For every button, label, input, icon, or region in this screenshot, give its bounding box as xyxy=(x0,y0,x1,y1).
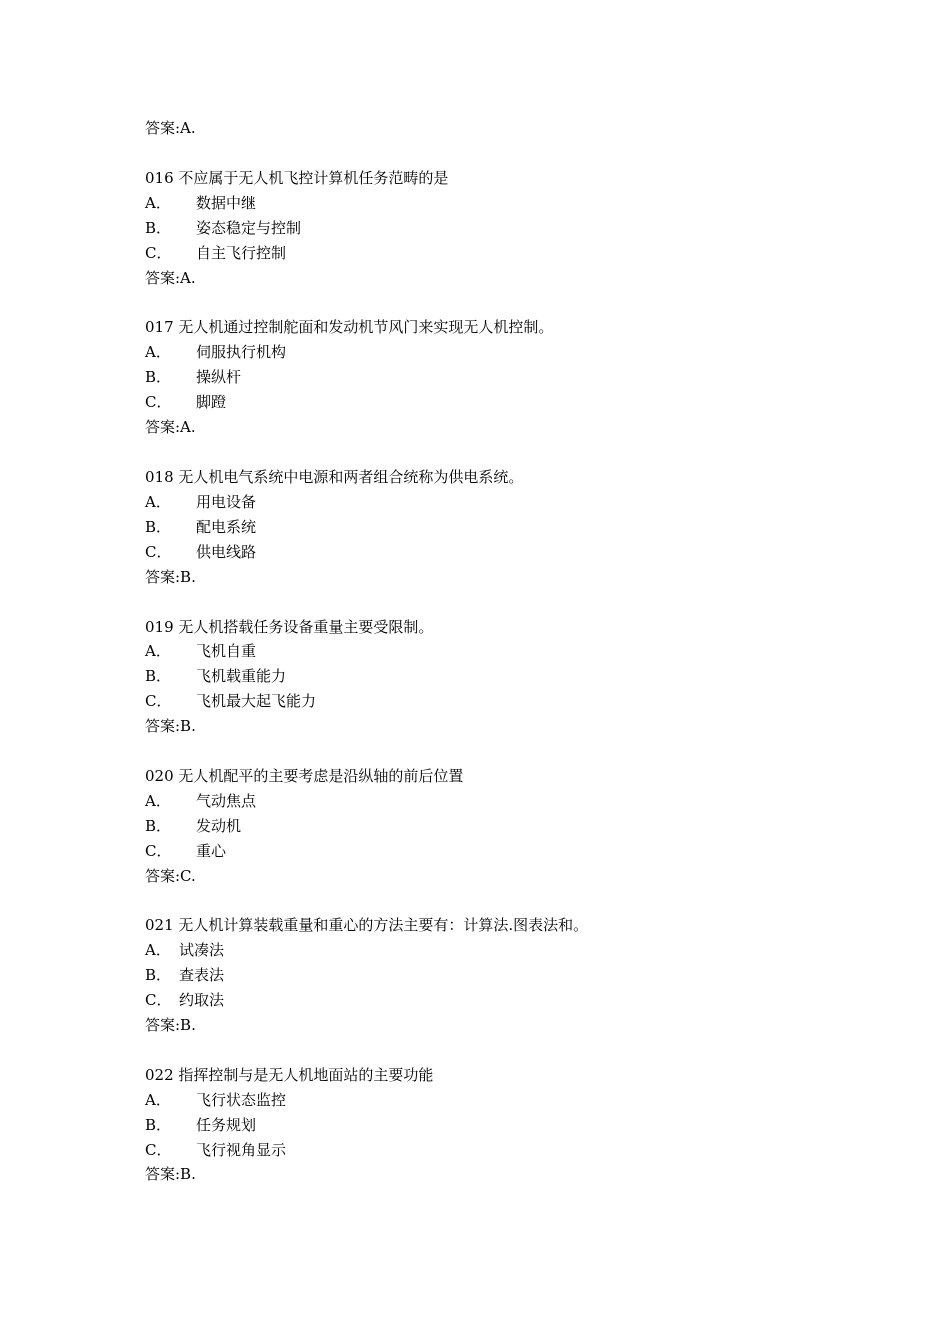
option-line xyxy=(145,641,256,661)
option-text: 飞行状态监控 xyxy=(196,1091,287,1109)
option-text: 伺服执行机构 xyxy=(196,343,287,361)
question-stem: 016 不应属于无人机飞控计算机任务范畴的是 xyxy=(145,169,449,187)
option-line xyxy=(145,1140,286,1160)
option-line xyxy=(145,666,286,686)
option-letter: A． xyxy=(145,493,171,511)
option-line xyxy=(145,542,256,562)
option-letter: A． xyxy=(145,194,171,212)
question-stem: 021 无人机计算装载重量和重心的方法主要有：计算法.图表法和。 xyxy=(145,916,589,934)
option-line xyxy=(145,965,224,985)
option-text: 试凑法 xyxy=(179,941,225,959)
option-text: 约取法 xyxy=(179,991,225,1009)
answer-line: 答案:A. xyxy=(145,269,196,287)
option-letter: C． xyxy=(145,692,172,710)
question-stem: 019 无人机搭载任务设备重量主要受限制。 xyxy=(145,618,434,636)
option-text: 用电设备 xyxy=(196,493,257,511)
option-letter: C． xyxy=(145,244,172,262)
answer-line: 答案:A. xyxy=(145,119,196,137)
option-letter: B． xyxy=(145,667,172,685)
option-text: 自主飞行控制 xyxy=(196,244,287,262)
option-text: 供电线路 xyxy=(196,543,257,561)
option-text: 飞行视角显示 xyxy=(196,1141,287,1159)
answer-line: 答案:B. xyxy=(145,568,196,586)
option-text: 姿态稳定与控制 xyxy=(196,219,302,237)
option-line xyxy=(145,517,256,537)
option-text: 气动焦点 xyxy=(196,792,257,810)
option-line xyxy=(145,193,256,213)
option-letter: C． xyxy=(145,1141,172,1159)
option-letter: B． xyxy=(145,368,172,386)
option-letter: C． xyxy=(145,991,172,1009)
option-line xyxy=(145,243,286,263)
option-letter: A． xyxy=(145,941,171,959)
option-text: 操纵杆 xyxy=(196,368,242,386)
option-letter: B． xyxy=(145,817,172,835)
option-line xyxy=(145,392,226,412)
option-line xyxy=(145,990,224,1010)
option-line xyxy=(145,1115,256,1135)
option-line xyxy=(145,940,224,960)
option-line xyxy=(145,791,256,811)
question-stem: 018 无人机电气系统中电源和两者组合统称为供电系统。 xyxy=(145,468,524,486)
answer-line: 答案:B. xyxy=(145,717,196,735)
question-stem: 020 无人机配平的主要考虑是沿纵轴的前后位置 xyxy=(145,767,464,785)
option-line xyxy=(145,816,241,836)
option-letter: A． xyxy=(145,792,171,810)
option-letter: C． xyxy=(145,543,172,561)
option-line xyxy=(145,367,241,387)
answer-line: 答案:B. xyxy=(145,1016,196,1034)
option-letter: A． xyxy=(145,642,171,660)
option-text: 重心 xyxy=(196,842,227,860)
answer-line: 答案:B. xyxy=(145,1165,196,1183)
question-stem: 017 无人机通过控制舵面和发动机节风门来实现无人机控制。 xyxy=(145,318,554,336)
option-text: 脚蹬 xyxy=(196,393,227,411)
option-line xyxy=(145,492,256,512)
answer-line: 答案:C. xyxy=(145,867,196,885)
option-text: 飞机最大起飞能力 xyxy=(196,692,317,710)
option-text: 飞机自重 xyxy=(196,642,257,660)
option-text: 发动机 xyxy=(196,817,242,835)
option-letter: B． xyxy=(145,1116,172,1134)
option-text: 查表法 xyxy=(179,966,225,984)
option-text: 配电系统 xyxy=(196,518,257,536)
option-line xyxy=(145,1090,286,1110)
answer-line: 答案:A. xyxy=(145,418,196,436)
option-text: 任务规划 xyxy=(196,1116,257,1134)
option-letter: B． xyxy=(145,518,172,536)
option-letter: C． xyxy=(145,842,172,860)
option-letter: B． xyxy=(145,966,172,984)
option-letter: B． xyxy=(145,219,172,237)
option-line xyxy=(145,342,286,362)
option-text: 数据中继 xyxy=(196,194,257,212)
option-letter: A． xyxy=(145,343,171,361)
question-stem: 022 指挥控制与是无人机地面站的主要功能 xyxy=(145,1066,434,1084)
option-letter: A． xyxy=(145,1091,171,1109)
option-line xyxy=(145,218,301,238)
option-letter: C． xyxy=(145,393,172,411)
option-text: 飞机载重能力 xyxy=(196,667,287,685)
option-line xyxy=(145,841,226,861)
option-line xyxy=(145,691,316,711)
